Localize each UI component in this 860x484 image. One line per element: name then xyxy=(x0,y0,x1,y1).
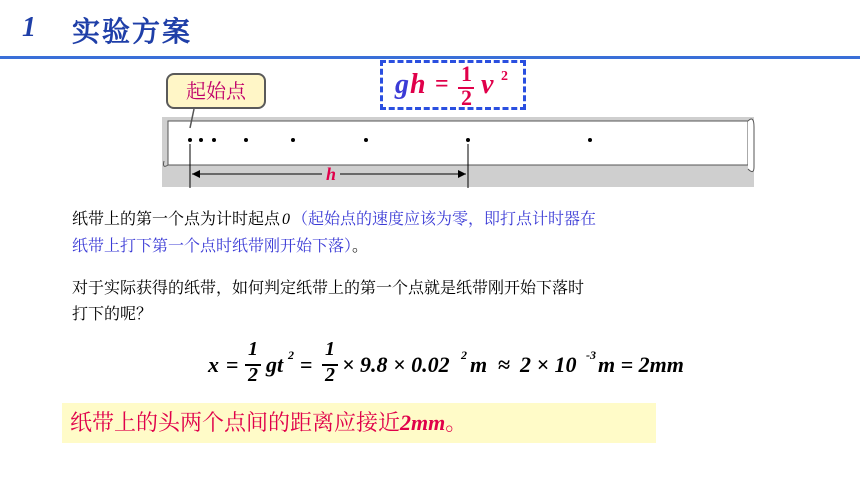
tape-dot xyxy=(466,138,470,142)
tape-dot xyxy=(199,138,203,142)
paragraph1-text: 纸带上的第一个点为计时起点 xyxy=(72,209,281,228)
paragraph1-zero: 0 xyxy=(282,211,291,228)
conclusion-end: 。 xyxy=(445,411,468,436)
paragraph1-line1 xyxy=(72,206,596,233)
formula-v: v xyxy=(481,69,494,100)
calc-approx: ≈ xyxy=(498,352,511,377)
paragraph1-note-line1: （起始点的速度应该为零，即打点计时器在 xyxy=(292,209,597,228)
calc-exponent: -3 xyxy=(586,348,596,362)
formula-denominator: 2 xyxy=(461,85,472,110)
h-label: h xyxy=(325,164,337,184)
tape-dot xyxy=(291,138,295,142)
tape-dot xyxy=(188,138,192,142)
formula-equals: = xyxy=(435,71,449,97)
calc-unit-m: m xyxy=(470,352,488,377)
calc-frac1-num: 1 xyxy=(248,338,258,360)
calc-frac2-num: 1 xyxy=(325,338,335,360)
paragraph2-line2: 打下的呢？ xyxy=(72,304,153,323)
formula-exponent: 2 xyxy=(501,69,508,84)
paragraph-starting-point xyxy=(72,206,596,259)
paper-tape-diagram xyxy=(150,100,770,192)
calc-frac2-den: 2 xyxy=(325,364,335,386)
paper-tape xyxy=(168,121,748,165)
calc-x: x xyxy=(208,352,219,377)
tape-roll-end xyxy=(748,119,754,172)
paragraph1-line2 xyxy=(72,233,596,259)
conclusion-text: 纸带上的头两个点间的距离应接近 xyxy=(70,411,401,436)
calc-equals-1: = xyxy=(226,352,239,377)
formula-numerator: 1 xyxy=(461,61,472,86)
calc-product-exponent: 2 xyxy=(461,348,467,362)
paragraph1-note-line2: 纸带上打下第一个点时纸带刚开始下落） xyxy=(72,236,353,255)
paragraph1-tail: 。 xyxy=(352,236,369,255)
section-number: 1 xyxy=(22,12,36,43)
title-divider xyxy=(0,56,860,59)
start-point-callout: 起始点 xyxy=(166,73,266,109)
calc-frac1-den: 2 xyxy=(248,364,258,386)
paragraph-question xyxy=(72,275,584,327)
formula-h: h xyxy=(410,69,426,100)
calc-scientific: 2 × 10 xyxy=(520,352,577,377)
calc-result: m = 2mm xyxy=(598,352,684,377)
tape-dot xyxy=(364,138,368,142)
section-title: 实验方案 xyxy=(72,15,193,48)
displacement-calculation xyxy=(208,338,728,392)
calc-product: × 9.8 × 0.02 xyxy=(342,352,450,377)
calc-gt: gt xyxy=(266,352,284,377)
tape-dot xyxy=(212,138,216,142)
tape-dot xyxy=(244,138,248,142)
paragraph2-line1: 对于实际获得的纸带，如何判定纸带上的第一个点就是纸带刚开始下落时 xyxy=(72,278,585,297)
conclusion-banner xyxy=(62,403,656,443)
tape-dot xyxy=(588,138,592,142)
calc-equals-2: = xyxy=(300,352,313,377)
calc-gt-exponent: 2 xyxy=(288,348,294,362)
formula-g: g xyxy=(395,69,409,100)
conclusion-value: 2mm xyxy=(400,410,446,435)
